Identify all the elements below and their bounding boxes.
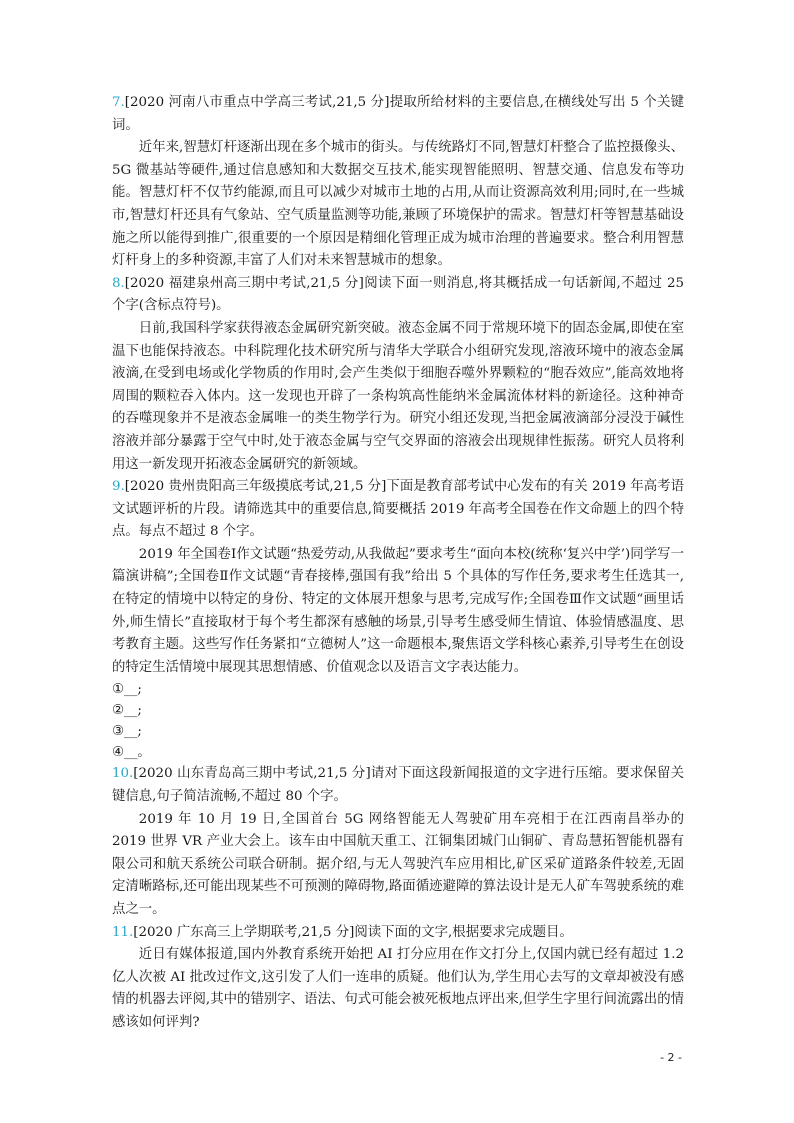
question-number: 11.: [112, 924, 134, 940]
question-header: [112, 92, 684, 137]
passage-paragraph: 2019 年 10 月 19 日,全国首台 5G 网络智能无人驾驶矿用车亮相于在江西南昌举办的 2019 世界 VR 产业大会上。该车由中国航天重工、江铜集团城门山铜矿、青岛慧拓智能机器有限公司和航天系统公司联合研制。据介绍,与无人驾驶汽车应用相比,矿区采矿道路条件较差,无固定清晰路标,还可能出现某些不可预测的障碍物,路面循迹避障的算法设计是无人矿车驾驶系统的难点之一。: [112, 811, 684, 917]
question-prompt: [2020 福建泉州高三期中考试,21,5 分]阅读下面一则消息,将其概括成一句话新闻,不超过 25 个字(含标点符号)。: [112, 275, 684, 314]
answer-blank-1[interactable]: ①__;: [112, 682, 142, 698]
question-number: 8.: [112, 275, 125, 291]
question-header: [112, 922, 684, 945]
answer-blank-2[interactable]: ②__;: [112, 703, 142, 719]
question-8: [112, 273, 684, 476]
question-header: [112, 273, 684, 318]
passage-paragraph: 2019 年全国卷Ⅰ作文试题“热爱劳动,从我做起”要求考生“面向本校(统称‘复兴中学’)同学写一篇演讲稿”;全国卷Ⅱ作文试题“青春接棒,强国有我”给出 5 个具体的写作任务,要求考生任选其一,在特定的情境中以特定的身份、特定的文体展开想象与思考,完成写作;全国卷Ⅲ作文试题“画里话外,师生情长”直接取材于每个考生都深有感触的场景,引导考生感受师生情谊、体验情感温度、思考教育主题。这些写作任务紧扣“立德树人”这一命题根本,聚焦语文学科核心素养,引导考生在创设的特定生活情境中展现其思想情感、价值观念以及语言文字表达能力。: [112, 546, 684, 675]
question-number: 9.: [112, 479, 125, 495]
question-prompt: [2020 山东青岛高三期中考试,21,5 分]请对下面这段新闻报道的文字进行压缩。要求保留关键信息,句子简洁流畅,不超过 80 个字。: [112, 766, 684, 805]
passage-paragraph: 近日有媒体报道,国内外教育系统开始把 AI 打分应用在作文打分上,仅国内就已经有超过 1.2 亿人次被 AI 批改过作文,这引发了人们一连串的质疑。他们认为,学生用心去写的文章却被没有感情的机器去评阅,其中的错别字、语法、句式可能会被死板地点评出来,但学生字里行间流露出的情感该如何评判?: [112, 947, 684, 1030]
question-prompt: [2020 贵州贵阳高三年级摸底考试,21,5 分]下面是教育部考试中心发布的有关 2019 年高考语文试题评析的片段。请筛选其中的重要信息,简要概括 2019 年高考全国卷在作文命题上的四个特点。每点不超过 8 个字。: [112, 479, 684, 540]
worksheet-page: [112, 92, 684, 1035]
question-11: [112, 922, 684, 1035]
passage-paragraph: 日前,我国科学家获得液态金属研究新突破。液态金属不同于常规环境下的固态金属,即使在室温下也能保持液态。中科院理化技术研究所与清华大学联合小组研究发现,溶液环境中的液态金属液滴,在受到电场或化学物质的作用时,会产生类似于细胞吞噬外界颗粒的“胞吞效应”,能高效地将周围的颗粒吞入体内。这一发现也开辟了一条构筑高性能纳米金属流体材料的新途径。这种神奇的吞噬现象并不是液态金属唯一的类生物学行为。研究小组还发现,当把金属液滴部分浸没于碱性溶液并部分暴露于空气中时,处于液态金属与空气交界面的溶液会出现规律性振荡。研究人员将利用这一新发现开拓液态金属研究的新领域。: [112, 320, 684, 472]
question-9: [112, 476, 684, 763]
answer-blank-4[interactable]: ④__。: [112, 745, 151, 761]
question-10: [112, 763, 684, 921]
question-header: [112, 763, 684, 808]
question-number: 7.: [112, 95, 125, 110]
passage-paragraph: 近年来,智慧灯杆逐渐出现在多个城市的街头。与传统路灯不同,智慧灯杆整合了监控摄像头、5G 微基站等硬件,通过信息感知和大数据交互技术,能实现智能照明、智慧交通、信息发布等功能。智慧灯杆不仅节约能源,而且可以减少对城市土地的占用,从而让资源高效利用;同时,在一些城市,智慧灯杆还具有气象站、空气质量监测等功能,兼顾了环境保护的需求。智慧灯杆等智慧基础设施之所以能得到推广,很重要的一个原因是精细化管理正成为城市治理的普遍要求。整合利用智慧灯杆身上的多种资源,丰富了人们对未来智慧城市的想象。: [112, 140, 684, 269]
page-number: - 2 -: [660, 1051, 682, 1064]
question-7: [112, 92, 684, 273]
answer-blank-3[interactable]: ③__;: [112, 724, 142, 740]
question-prompt: [2020 河南八市重点中学高三考试,21,5 分]提取所给材料的主要信息,在横线处写出 5 个关键词。: [112, 95, 684, 133]
question-header: [112, 476, 684, 544]
question-prompt: [2020 广东高三上学期联考,21,5 分]阅读下面的文字,根据要求完成题目。: [133, 924, 573, 940]
question-number: 10.: [112, 766, 134, 782]
